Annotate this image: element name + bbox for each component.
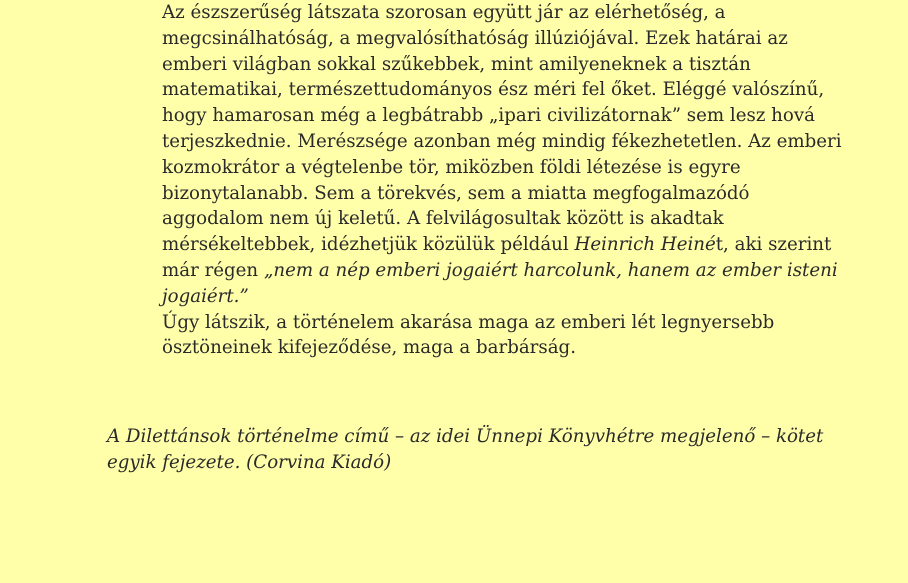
heine-name: Heinrich Heiné xyxy=(574,234,716,256)
paragraph-2-line-1: Úgy látszik, a történelem akarása maga az emberi lét legnyersebb xyxy=(162,311,775,333)
article-body xyxy=(107,0,842,361)
caption-line-2: egyik fejezete. (Corvina Kiadó) xyxy=(107,451,392,473)
paragraph-1-line-12 xyxy=(107,284,827,310)
line-10-text-end: t, aki szerint xyxy=(715,234,832,256)
paragraph-1-line-2: megcsinálhatóság, a megvalósíthatóság illúziójával. Ezek határai az xyxy=(162,27,788,49)
paragraph-2 xyxy=(107,310,827,362)
paragraph-1-line-10 xyxy=(107,232,832,258)
paragraph-1-line-7: kozmokrátor a végtelenbe tör, miközben földi létezése is egyre xyxy=(162,156,741,178)
paragraph-1 xyxy=(107,0,842,310)
paragraph-1-line-9: aggodalom nem új keletű. A felvilágosultak között is akadtak xyxy=(162,208,724,230)
caption-line-1: A Dilettánsok történelme című – az idei Ünnepi Könyvhétre megjelenő – kötet xyxy=(107,426,824,447)
source-caption xyxy=(107,424,824,476)
heine-quote-part-2: jogaiért.” xyxy=(162,285,249,307)
line-11-text-start: már régen xyxy=(162,259,264,281)
paragraph-1-line-4: matematikai, természettudományos ész méri fel őket. Eléggé valószínű, xyxy=(162,79,825,101)
line-10-text-start: mérsékeltebbek, idézhetjük közülük például xyxy=(162,234,575,256)
paragraph-2-line-2: ösztöneinek kifejeződése, maga a barbárság. xyxy=(162,337,576,359)
paragraph-1-line-1: Az észszerűség látszata szorosan együtt jár az elérhetőség, a xyxy=(162,2,726,23)
paragraph-1-line-5: hogy hamarosan még a legbátrabb „ipari civilizátornak” sem lesz hová xyxy=(162,105,815,127)
paragraph-1-line-6: terjeszkednie. Merészsége azonban még mindig fékezhetetlen. Az emberi xyxy=(162,130,842,152)
paragraph-1-line-11 xyxy=(107,258,838,284)
paragraph-1-line-3: emberi világban sokkal szűkebbek, mint amilyeneknek a tisztán xyxy=(162,53,751,75)
heine-quote-part-1: „nem a nép emberi jogaiért harcolunk, hanem az ember isteni xyxy=(263,259,838,281)
paragraph-1-line-8: bizonytalanabb. Sem a törekvés, sem a miatta megfogalmazódó xyxy=(162,182,750,204)
